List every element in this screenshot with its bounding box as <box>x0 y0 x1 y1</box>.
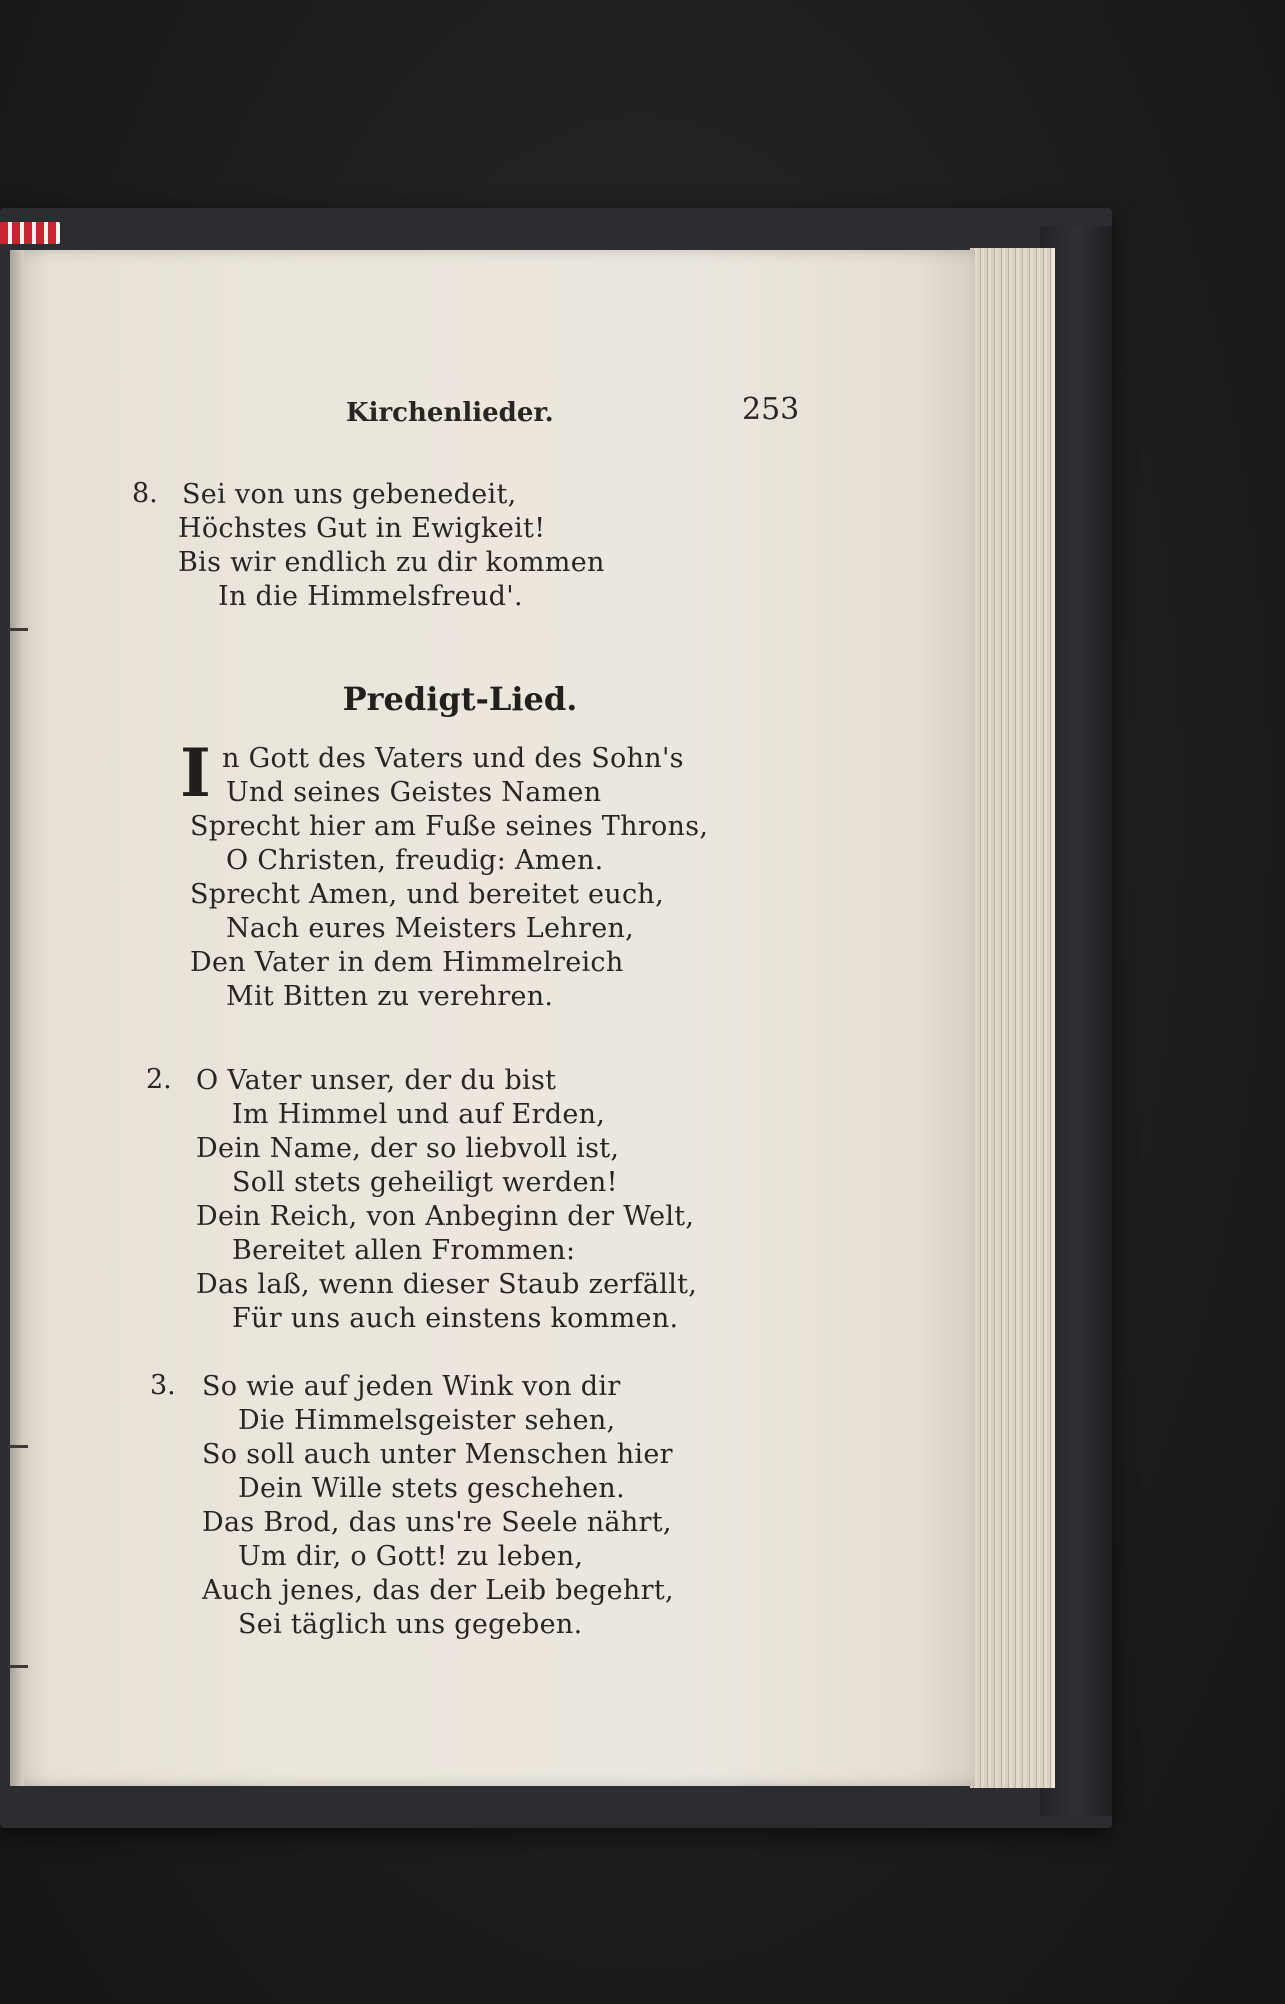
binding-stitch <box>8 1665 28 1668</box>
stanza-line: Sei täglich uns gegeben. <box>238 1609 583 1640</box>
page-edges <box>970 248 1055 1788</box>
stanza-line: Mit Bitten zu verehren. <box>226 981 554 1012</box>
stanza-line: Um dir, o Gott! zu leben, <box>238 1541 584 1572</box>
stanza-3 <box>202 1370 674 1642</box>
stanza-line: Dein Reich, von Anbeginn der Welt, <box>196 1201 695 1232</box>
stanza-first-line: n Gott des Vaters und des Sohn's <box>222 743 684 774</box>
verse-line: Höchstes Gut in Ewigkeit! <box>178 513 546 544</box>
running-title: Kirchenlieder. <box>346 398 554 428</box>
stanza-number: 3. <box>150 1370 176 1401</box>
binding-stitch <box>8 628 28 631</box>
stanza-line: Die Himmelsgeister sehen, <box>238 1405 616 1436</box>
stanza-line: So wie auf jeden Wink von dir <box>202 1371 621 1402</box>
verse-number: 8. <box>132 478 158 509</box>
verse-line: In die Himmelsfreud'. <box>218 581 523 612</box>
stanza-line: Dein Wille stets geschehen. <box>238 1473 625 1504</box>
stanza-line: Den Vater in dem Himmelreich <box>190 947 624 978</box>
page-number: 253 <box>742 392 800 427</box>
verse-line: Sei von uns gebenedeit, <box>182 479 517 510</box>
stanza-1 <box>190 776 708 1014</box>
stanza-line: Das laß, wenn dieser Staub zerfällt, <box>196 1269 698 1300</box>
binding-stitch <box>8 1445 28 1448</box>
stanza-line: Sprecht Amen, und bereitet euch, <box>190 879 664 910</box>
verse-line: Bis wir endlich zu dir kommen <box>178 547 605 578</box>
verse-prev <box>178 478 605 614</box>
stanza-line: O Vater unser, der du bist <box>196 1065 557 1096</box>
stanza-line: Und seines Geistes Namen <box>226 777 602 808</box>
stanza-2 <box>196 1064 697 1336</box>
stanza-line: Dein Name, der so liebvoll ist, <box>196 1133 620 1164</box>
page-gutter <box>10 250 24 1786</box>
stanza-line: Nach eures Meisters Lehren, <box>226 913 635 944</box>
bookmark-ribbon <box>0 222 60 244</box>
stanza-line: Bereitet allen Frommen: <box>232 1235 576 1266</box>
stanza-line: So soll auch unter Menschen hier <box>202 1439 673 1470</box>
drop-cap: I <box>180 734 211 812</box>
stanza-line: Das Brod, das uns're Seele nährt, <box>202 1507 672 1538</box>
stanza-line: Soll stets geheiligt werden! <box>232 1167 618 1198</box>
stanza-line: Für uns auch einstens kommen. <box>232 1303 679 1334</box>
stanza-line: Im Himmel und auf Erden, <box>232 1099 606 1130</box>
stanza-line: Auch jenes, das der Leib begehrt, <box>202 1575 674 1606</box>
hymn-title: Predigt-Lied. <box>342 680 578 718</box>
stanza-line: Sprecht hier am Fuße seines Throns, <box>190 811 709 842</box>
stanza-number: 2. <box>146 1064 172 1095</box>
stanza-line: O Christen, freudig: Amen. <box>226 845 604 876</box>
